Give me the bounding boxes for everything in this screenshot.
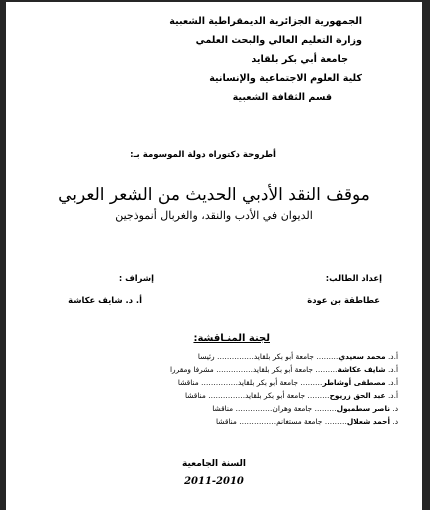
committee-row bbox=[18, 391, 398, 400]
member-name: أحمد شعلال bbox=[346, 417, 390, 426]
dots: …………… bbox=[208, 391, 246, 400]
thesis-subtitle: الديوان في الأدب والنقد، والغربال أنموذجين bbox=[115, 209, 313, 222]
member-role: رئيسا bbox=[197, 352, 215, 361]
member-institution: جامعة أبو بكر بلقايد bbox=[245, 391, 306, 400]
committee-row bbox=[18, 378, 398, 387]
member-role: مناقشا bbox=[215, 417, 237, 426]
member-name: مصطفى أوشاطر bbox=[322, 378, 386, 387]
header-university: جامعة أبي بكر بلقايد bbox=[251, 54, 348, 65]
header-department: قسم الثقافة الشعبية bbox=[232, 92, 332, 103]
dots: ……… bbox=[307, 391, 330, 400]
member-institution: جامعة مستغانم bbox=[276, 417, 323, 426]
member-title: د. bbox=[392, 404, 398, 413]
thesis-title: موقف النقد الأدبي الحديث من الشعر العربي bbox=[58, 185, 370, 205]
member-title: أ.د. bbox=[387, 352, 398, 361]
supervisor-name: أ. د. شايف عكاشة bbox=[68, 295, 142, 305]
prepared-by-label: إعداد الطالب: bbox=[325, 273, 382, 283]
dots: …………… bbox=[239, 417, 277, 426]
header-faculty: كلية العلوم الاجتماعية والإنسانية bbox=[209, 73, 362, 84]
thesis-label: أطروحة دكتوراه دولة الموسومة بـ: bbox=[130, 150, 276, 160]
header-ministry: وزارة التعليم العالي والبحث العلمي bbox=[195, 35, 362, 46]
member-name: شايف عكاشة bbox=[337, 365, 386, 374]
academic-year-label: السنة الجامعية bbox=[181, 459, 246, 469]
student-name: عطاطقة بن عودة bbox=[307, 295, 380, 305]
header-republic: الجمهورية الجزائرية الديمقراطية الشعبية bbox=[169, 16, 362, 27]
member-role: مشرفا ومقررا bbox=[170, 365, 214, 374]
member-name: ناصر سطمبول bbox=[336, 404, 390, 413]
member-name: عبد الحق زريوح bbox=[329, 391, 386, 400]
committee-row bbox=[18, 365, 398, 374]
member-institution: جامعة أبو بكر بلقايد bbox=[253, 365, 313, 374]
dots: ……… bbox=[315, 365, 338, 374]
member-institution: جامعة أبو بكر بلقايد bbox=[253, 352, 314, 361]
supervision-label: إشراف : bbox=[118, 273, 154, 283]
member-title: د. bbox=[392, 417, 398, 426]
member-name: محمد سعيدي bbox=[338, 352, 386, 361]
member-title: أ.د. bbox=[387, 365, 398, 374]
dots: …………… bbox=[216, 365, 254, 374]
member-title: أ.د. bbox=[387, 391, 398, 400]
dots: ……… bbox=[324, 417, 347, 426]
member-role: مناقشا bbox=[177, 378, 199, 387]
academic-year-value: 2011-2010 bbox=[184, 476, 244, 487]
committee-row bbox=[18, 404, 398, 413]
document-page bbox=[6, 2, 422, 510]
member-title: أ.د. bbox=[387, 378, 398, 387]
dots: …………… bbox=[201, 378, 238, 387]
committee-row bbox=[18, 352, 398, 361]
member-role: مناقشا bbox=[184, 391, 206, 400]
committee-title: لجنة المنـاقشة: bbox=[193, 333, 270, 344]
member-institution: جامعة وهران bbox=[272, 404, 313, 413]
dots: ……… bbox=[316, 352, 339, 361]
dots: ……… bbox=[314, 404, 337, 413]
dots: ……… bbox=[300, 378, 323, 387]
dots: …………… bbox=[235, 404, 273, 413]
committee-row bbox=[18, 417, 398, 426]
member-role: مناقشا bbox=[212, 404, 234, 413]
member-institution: جامعة أبو بكر بلقايد bbox=[237, 378, 298, 387]
dots: …………… bbox=[216, 352, 254, 361]
